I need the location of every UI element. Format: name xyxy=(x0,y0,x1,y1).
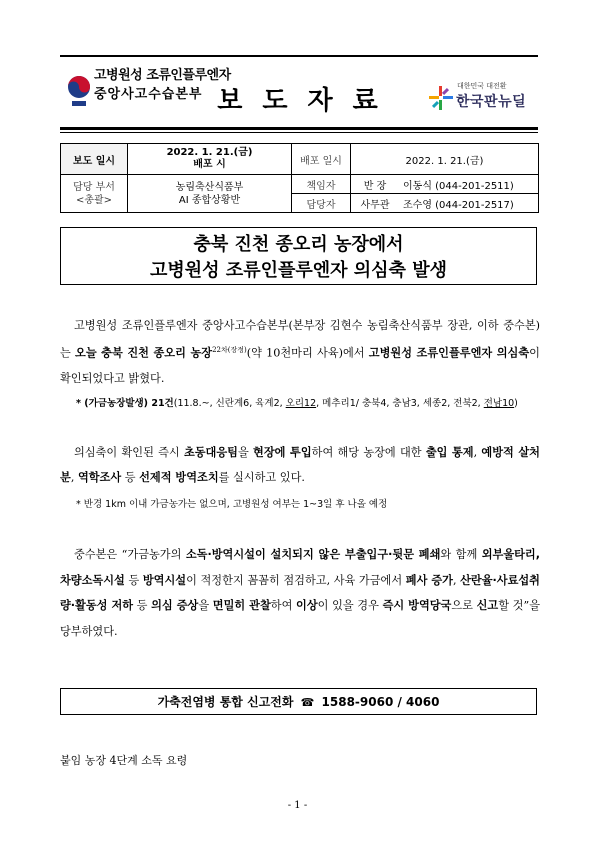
p3-highlight-decline: 산란율·사료섭취량·활동성 저하 xyxy=(60,573,540,612)
p3-text-k: 등 xyxy=(133,599,152,612)
note1-text-b: (11.8.~, 신란계6, 육계2, xyxy=(173,398,286,409)
release-date-cell xyxy=(128,144,292,175)
p3-highlight-deaths: 폐사 증가 xyxy=(405,573,453,587)
headline-line-1: 충북 진천 종오리 농장에서 xyxy=(193,234,404,255)
p3-highlight-fence: 외부울타리, 차량소독시설 xyxy=(60,548,540,587)
p3-text-e: 등 xyxy=(124,573,143,587)
p3-highlight-observe: 면밀히 관찰 xyxy=(212,599,271,612)
paragraph-3 xyxy=(60,542,540,644)
release-sub: 배포 시 xyxy=(193,159,226,170)
hotline-label: 가축전염병 통합 신고전화 xyxy=(157,695,294,709)
org-line-1: 고병원성 조류인플루엔자 xyxy=(94,68,231,83)
p1-text-c: (약 10천마리 사육)에서 xyxy=(246,346,369,360)
p2-highlight-deploy: 현장에 투입 xyxy=(253,446,312,459)
p1-superscript: 22차(장정) xyxy=(212,346,247,354)
p1-highlight-suspect: 고병원성 조류인플루엔자 의심축 xyxy=(368,346,530,360)
hotline-box xyxy=(60,688,537,715)
release-date: 2022. 1. 21.(금) xyxy=(166,147,253,158)
staff-contact: 조수영 (044-201-2517) xyxy=(399,194,539,213)
release-info-table xyxy=(60,143,539,213)
logo-subtitle: 대한민국 대전환 xyxy=(457,82,507,90)
p2-highlight-access: 출입 통제 xyxy=(425,446,474,459)
note1-jeonnam: 전남10 xyxy=(483,398,515,409)
note-2: * 반경 1km 이내 가금농가는 없으며, 고병원성 여부는 1~3일 후 나올 예정 xyxy=(76,499,388,510)
p1-text-e: 이 확인되었다고 밝혔다. xyxy=(60,346,540,385)
p2-highlight-epi: 역학조사 xyxy=(77,471,122,484)
dept-label: 담당 부서 xyxy=(73,181,115,193)
dept-sub-name: AI 종합상황반 xyxy=(178,194,241,206)
distribution-label: 배포 일시 xyxy=(292,144,351,175)
phone-icon: ☎ xyxy=(300,696,315,709)
p2-text-a: 의심축이 확인된 즉시 xyxy=(74,446,184,459)
headline-line-2: 고병원성 조류인플루엔자 의심축 발생 xyxy=(149,260,447,281)
hotline-number: 1588-9060 / 4060 xyxy=(321,695,440,709)
dept-name-cell xyxy=(128,175,292,213)
p3-text-g: 이 적정한지 꼼꼼히 점검하고, 사육 가금에서 xyxy=(186,573,406,587)
release-label: 보도 일시 xyxy=(61,144,128,175)
p3-text-o: 하여 xyxy=(270,599,297,612)
paragraph-2 xyxy=(60,440,540,490)
p2-text-m: 를 실시하고 있다. xyxy=(218,471,305,484)
dept-label-cell xyxy=(61,175,128,213)
new-deal-logo-icon xyxy=(428,85,454,111)
p3-text-i: , xyxy=(452,573,461,587)
page-number: - 1 - xyxy=(287,800,308,811)
p3-text-a: 중수본은 “가금농가의 xyxy=(74,548,186,561)
header-rule-thin xyxy=(60,132,538,133)
p3-highlight-facility: 방역시설 xyxy=(142,573,187,587)
distribution-date: 2022. 1. 21.(금) xyxy=(351,144,539,175)
p2-text-k: 등 xyxy=(121,471,140,484)
p2-text-g: , xyxy=(473,446,482,459)
p3-highlight-closure: 소독·방역시설이 설치되지 않은 부출입구·뒷문 폐쇄 xyxy=(185,548,441,561)
dept-name: 농림축산식품부 xyxy=(175,181,244,193)
p3-text-c: 와 함께 xyxy=(440,548,482,561)
p3-text-m: 을 xyxy=(198,599,213,612)
header-top-rule xyxy=(60,55,538,57)
page-title: 보도자료 xyxy=(217,86,398,116)
org-line-2: 중앙사고수습본부 xyxy=(94,87,203,102)
p3-text-u: 할 것”을 당부하였다. xyxy=(60,599,541,638)
dept-label-sub: <총괄> xyxy=(75,194,113,206)
note1-text-d: , 메추리1/ 충북4, 충남3, 세종2, 전북2, xyxy=(316,398,484,409)
logo-title: 한국판뉴딜 xyxy=(456,94,527,110)
p3-highlight-symptoms: 의심 증상 xyxy=(151,599,199,612)
p3-text-q: 이 있을 경우 xyxy=(317,599,383,612)
head-contact: 이동식 (044-201-2511) xyxy=(399,175,539,194)
note1-bold: * (가금농장발생) 21건 xyxy=(76,398,174,409)
staff-label: 담당자 xyxy=(292,194,351,213)
p3-text-s: 으로 xyxy=(451,599,477,612)
head-title: 반 장 xyxy=(351,175,400,194)
note1-text-f: ) xyxy=(514,398,518,409)
p1-highlight-farm: 오늘 충북 진천 종오리 농장 xyxy=(75,346,213,360)
note1-duck: 오리12 xyxy=(285,398,317,409)
staff-title: 사무관 xyxy=(351,194,400,213)
p2-text-c: 을 xyxy=(237,446,254,459)
p2-text-e: 하여 해당 농장에 대한 xyxy=(311,446,426,459)
p2-highlight-measures: 선제적 방역조치 xyxy=(139,471,219,484)
paragraph-1 xyxy=(60,313,540,391)
p2-text-i: , xyxy=(70,471,78,484)
p1-text-a: 고병원성 조류인플루엔자 중앙사고수습본부(본부장 김현수 농림축산식품부 장관, 이하 중수본)는 xyxy=(60,319,540,360)
p2-highlight-culling: 예방적 살처분 xyxy=(60,446,540,484)
headline-box xyxy=(60,227,537,285)
attachment-note: 붙임 농장 4단계 소독 요령 xyxy=(60,754,188,767)
p2-highlight-team: 초동대응팀 xyxy=(183,446,238,459)
note-1 xyxy=(76,395,546,409)
p3-highlight-report: 신고 xyxy=(476,599,499,612)
head-label: 책임자 xyxy=(292,175,351,194)
p3-highlight-authority: 즉시 방역당국 xyxy=(382,599,452,612)
p3-highlight-abnormal: 이상 xyxy=(296,599,318,612)
header-rule-thick xyxy=(60,127,538,130)
